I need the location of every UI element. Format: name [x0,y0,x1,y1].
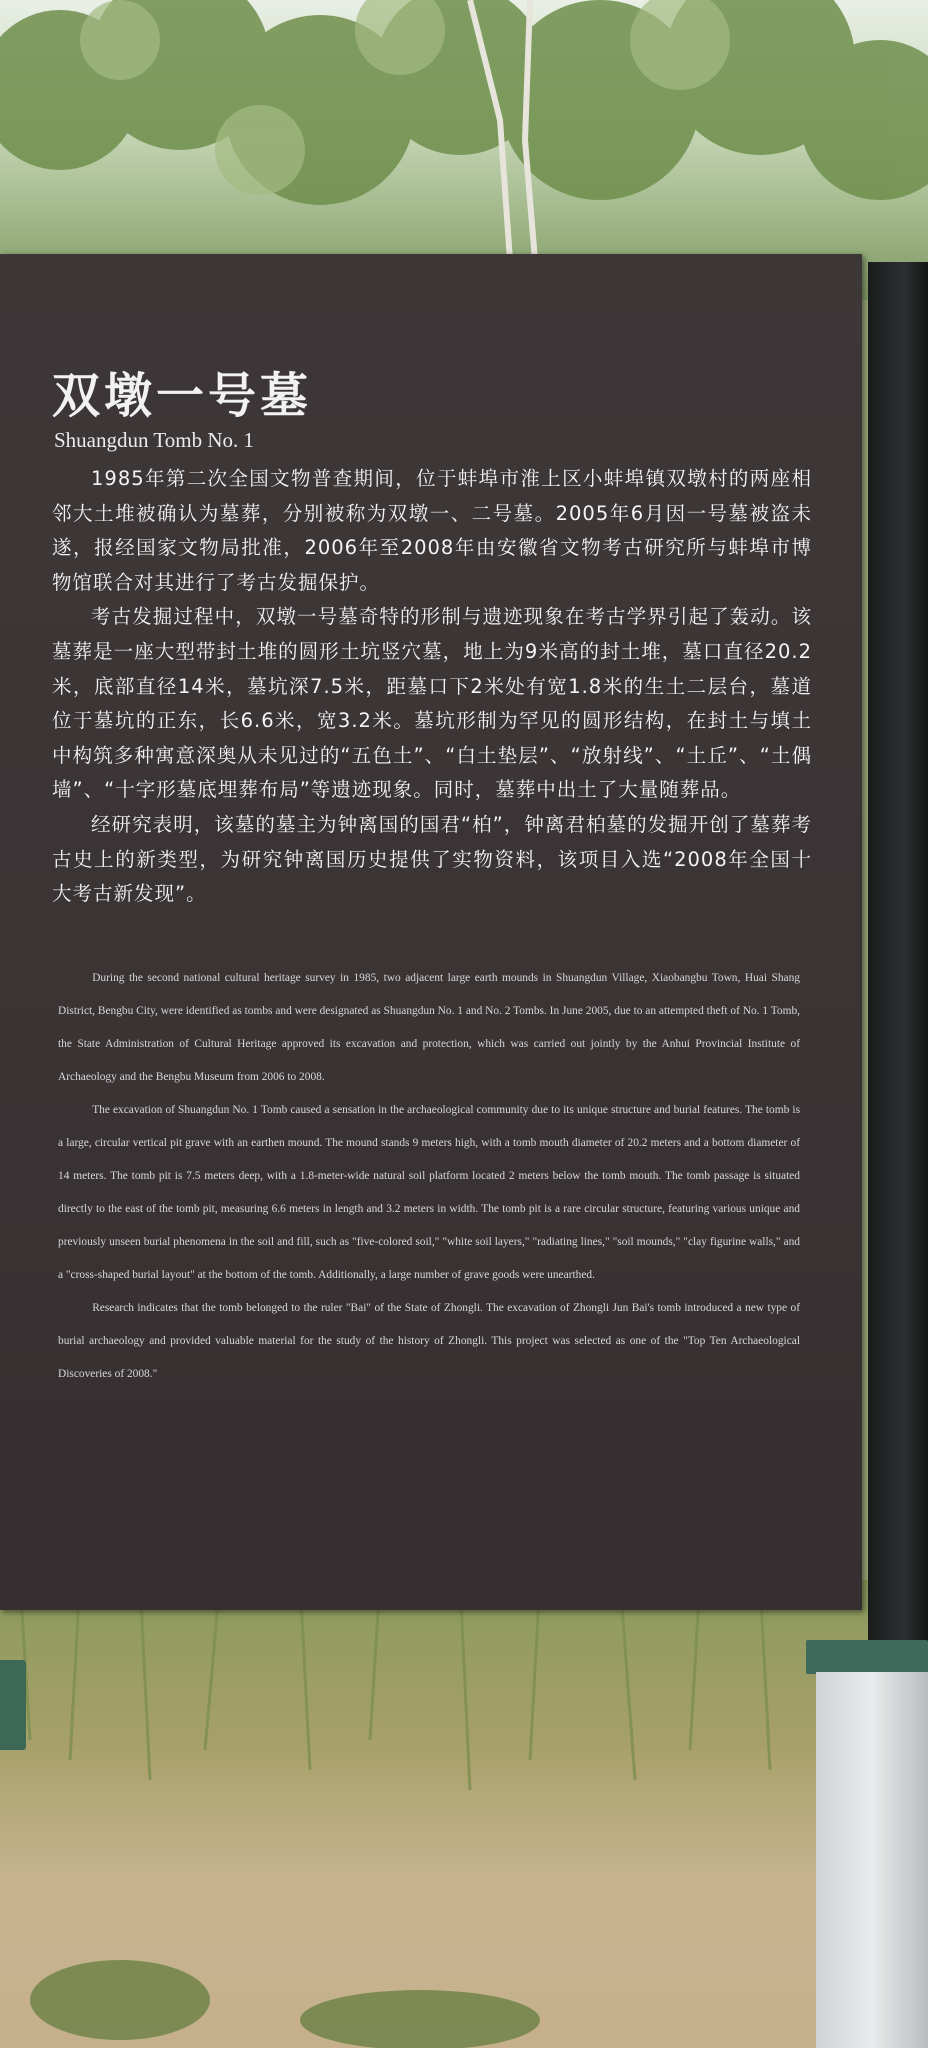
sign-body-en [58,962,800,1391]
sign-body-zh [52,462,812,912]
post-base [816,1672,928,2048]
sign-post [868,262,928,1682]
sign-panel [0,254,862,1610]
sign-title-en: Shuangdun Tomb No. 1 [54,428,254,452]
en-paragraph: Research indicates that the tomb belonged to the ruler "Bai" of the State of Zhongli. The excavation of Zhongli Jun Bai's tomb introduced a new type of burial archaeology and provided valuable material for the study of the history of Zhongli. This project was selected as one of the "Top Ten Archaeological Discoveries of 2008." [58,1302,800,1380]
zh-paragraph: 1985年第二次全国文物普查期间，位于蚌埠市淮上区小蚌埠镇双墩村的两座相邻大土堆被确认为墓葬，分别被称为双墩一、二号墓。2005年6月因一号墓被盗未遂，报经国家文物局批准，2006年至2008年由安徽省文物考古研究所与蚌埠市博物馆联合对其进行了考古发掘保护。 [52,467,812,594]
zh-paragraph: 考古发掘过程中，双墩一号墓奇特的形制与遗迹现象在考古学界引起了轰动。该墓葬是一座大型带封土堆的圆形土坑竖穴墓，地上为9米高的封土堆，墓口直径20.2米，底部直径14米，墓坑深7.5米，距墓口下2米处有宽1.8米的生土二层台，墓道位于墓坑的正东，长6.6米，宽3.2米。墓坑形制为罕见的圆形结构，在封土与填土中构筑多种寓意深奥从未见过的“五色土”、“白土垫层”、“放射线”、“土丘”、“土偶墙”、“十字形墓底埋葬布局”等遗迹现象。同时，墓葬中出土了大量随葬品。 [52,605,812,802]
zh-paragraph: 经研究表明，该墓的墓主为钟离国的国君“柏”，钟离君柏墓的发掘开创了墓葬考古史上的新类型，为研究钟离国历史提供了实物资料，该项目入选“2008年全国十大考古新发现”。 [52,812,812,906]
en-paragraph: The excavation of Shuangdun No. 1 Tomb caused a sensation in the archaeological community due to its unique structure and burial features. The tomb is a large, circular vertical pit grave with an earthen mound. The mound stands 9 meters high, with a tomb mouth diameter of 20.2 meters and a bottom diameter of 14 meters. The tomb pit is 7.5 meters deep, with a 1.8-meter-wide natural soil platform located 2 meters below the tomb mouth. The tomb passage is situated directly to the east of the tomb pit, measuring 6.6 meters in length and 3.2 meters in width. The tomb pit is a rare circular structure, featuring various unique and previously unseen burial phenomena in the soil and fill, such as "five-colored soil," "white soil layers," "radiating lines," "soil mounds," "clay figurine walls," and a "cross-shaped burial layout" at the bottom of the tomb. Additionally, a large number of grave goods were unearthed. [58,1104,800,1281]
sign-title-zh: 双墩一号墓 [52,368,313,424]
grass [0,1580,928,2048]
post-cap [806,1640,928,1674]
en-paragraph: During the second national cultural heritage survey in 1985, two adjacent large earth mounds in Shuangdun Village, Xiaobangbu Town, Huai Shang District, Bengbu City, were identified as tombs and were designated as Shuangdun No. 1 and No. 2 Tombs. In June 2005, due to an attempted theft of No. 1 Tomb, the State Administration of Cultural Heritage approved its excavation and protection, which was carried out jointly by the Anhui Provincial Institute of Archaeology and the Bengbu Museum from 2006 to 2008. [58,972,800,1083]
left-bracket [0,1660,26,1750]
